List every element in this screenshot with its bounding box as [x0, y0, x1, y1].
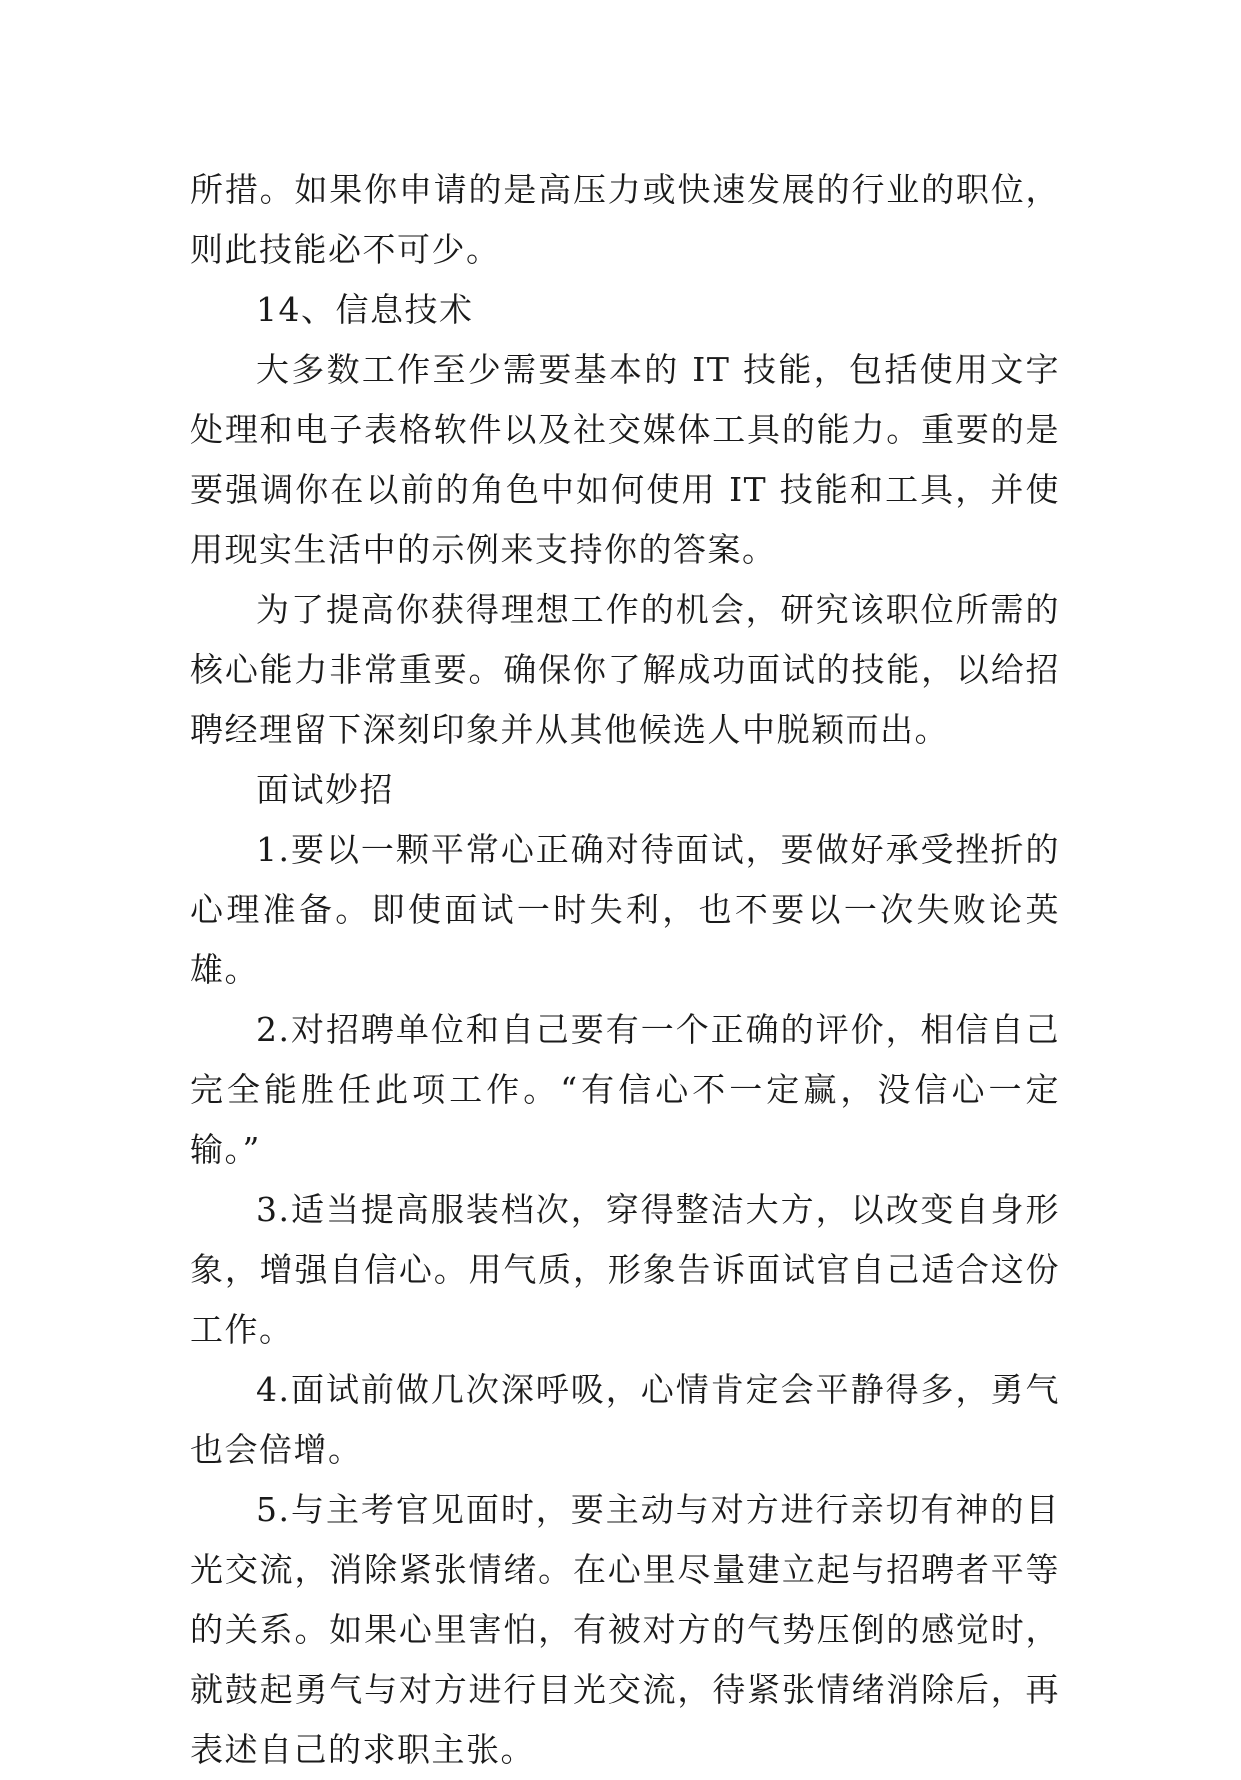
tip-item-3: 3.适当提高服装档次，穿得整洁大方，以改变自身形象，增强自信心。用气质，形象告诉面试官自己适合这份工作。: [190, 1190, 1060, 1349]
paragraph-continuation: 所措。如果你申请的是高压力或快速发展的行业的职位，则此技能必不可少。: [190, 170, 1060, 269]
tip-item-5: 5.与主考官见面时，要主动与对方进行亲切有神的目光交流，消除紧张情绪。在心里尽量建立起与招聘者平等的关系。如果心里害怕，有被对方的气势压倒的感觉时，就鼓起勇气与对方进行目光交流，待紧张情绪消除后，再表述自己的求职主张。: [190, 1490, 1060, 1769]
tip-item-2: 2.对招聘单位和自己要有一个正确的评价，相信自己完全能胜任此项工作。“有信心不一定赢，没信心一定输。”: [190, 1010, 1060, 1169]
section-heading-it: 14、信息技术: [256, 290, 474, 329]
document-body: [190, 160, 1060, 1780]
paragraph-it-skills: 大多数工作至少需要基本的 IT 技能，包括使用文字处理和电子表格软件以及社交媒体工具的能力。重要的是要强调你在以前的角色中如何使用 IT 技能和工具，并使用现实生活中的示例来支持你的答案。: [190, 350, 1060, 569]
section-heading-interview-tips: 面试妙招: [256, 770, 394, 809]
tip-item-1: 1.要以一颗平常心正确对待面试，要做好承受挫折的心理准备。即使面试一时失利，也不要以一次失败论英雄。: [190, 830, 1060, 989]
tip-item-4: 4.面试前做几次深呼吸，心情肯定会平静得多，勇气也会倍增。: [190, 1370, 1060, 1469]
paragraph-core-competencies: 为了提高你获得理想工作的机会，研究该职位所需的核心能力非常重要。确保你了解成功面试的技能，以给招聘经理留下深刻印象并从其他候选人中脱颖而出。: [190, 590, 1060, 749]
